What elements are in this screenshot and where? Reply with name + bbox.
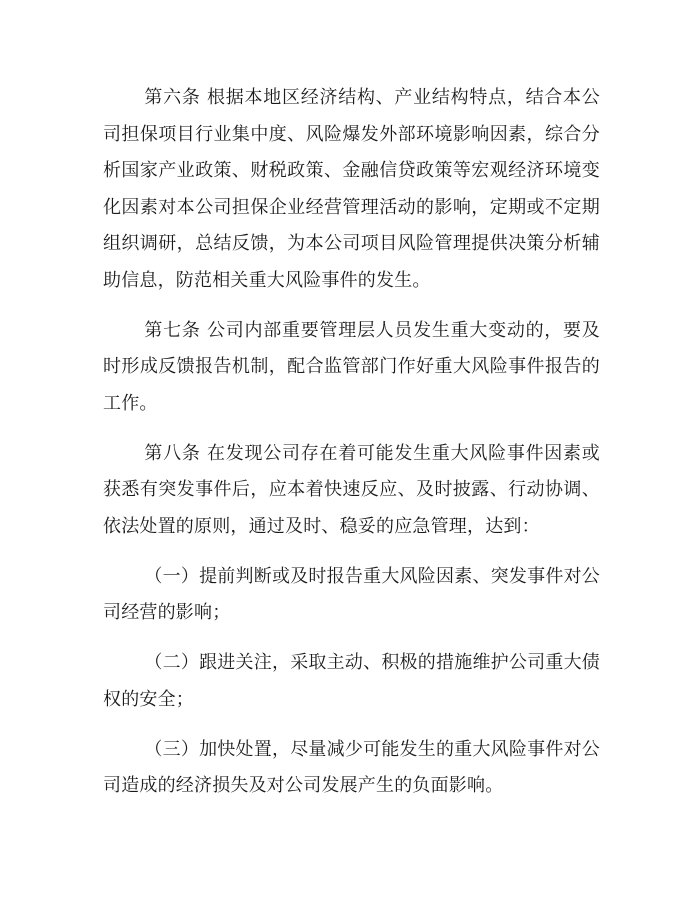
paragraph-article-8-item-1: （一）提前判断或及时报告重大风险因素、突发事件对公司经营的影响； xyxy=(103,565,600,623)
paragraph-article-7: 第七条 公司内部重要管理层人员发生重大变动的，要及时形成反馈报告机制，配合监管部门作好重大风险事件报告的工作。 xyxy=(103,319,600,414)
document-body xyxy=(103,80,600,805)
paragraph-article-8-item-2: （二）跟进关注，采取主动、积极的措施维护公司重大债权的安全； xyxy=(103,652,600,710)
paragraph-article-8-item-3: （三）加快处置，尽量减少可能发生的重大风险事件对公司造成的经济损失及对公司发展产生的负面影响。 xyxy=(103,738,600,796)
paragraph-article-8: 第八条 在发现公司存在着可能发生重大风险事件因素或获悉有突发事件后，应本着快速反应、及时披露、行动协调、依法处置的原则，通过及时、稳妥的应急管理，达到： xyxy=(103,442,600,537)
paragraph-article-6: 第六条 根据本地区经济结构、产业结构特点，结合本公司担保项目行业集中度、风险爆发外部环境影响因素，综合分析国家产业政策、财税政策、金融信贷政策等宏观经济环境变化因素对本公司担保企业经营管理活动的影响，定期或不定期组织调研，总结反馈，为本公司项目风险管理提供决策分析辅助信息，防范相关重大风险事件的发生。 xyxy=(103,87,600,291)
